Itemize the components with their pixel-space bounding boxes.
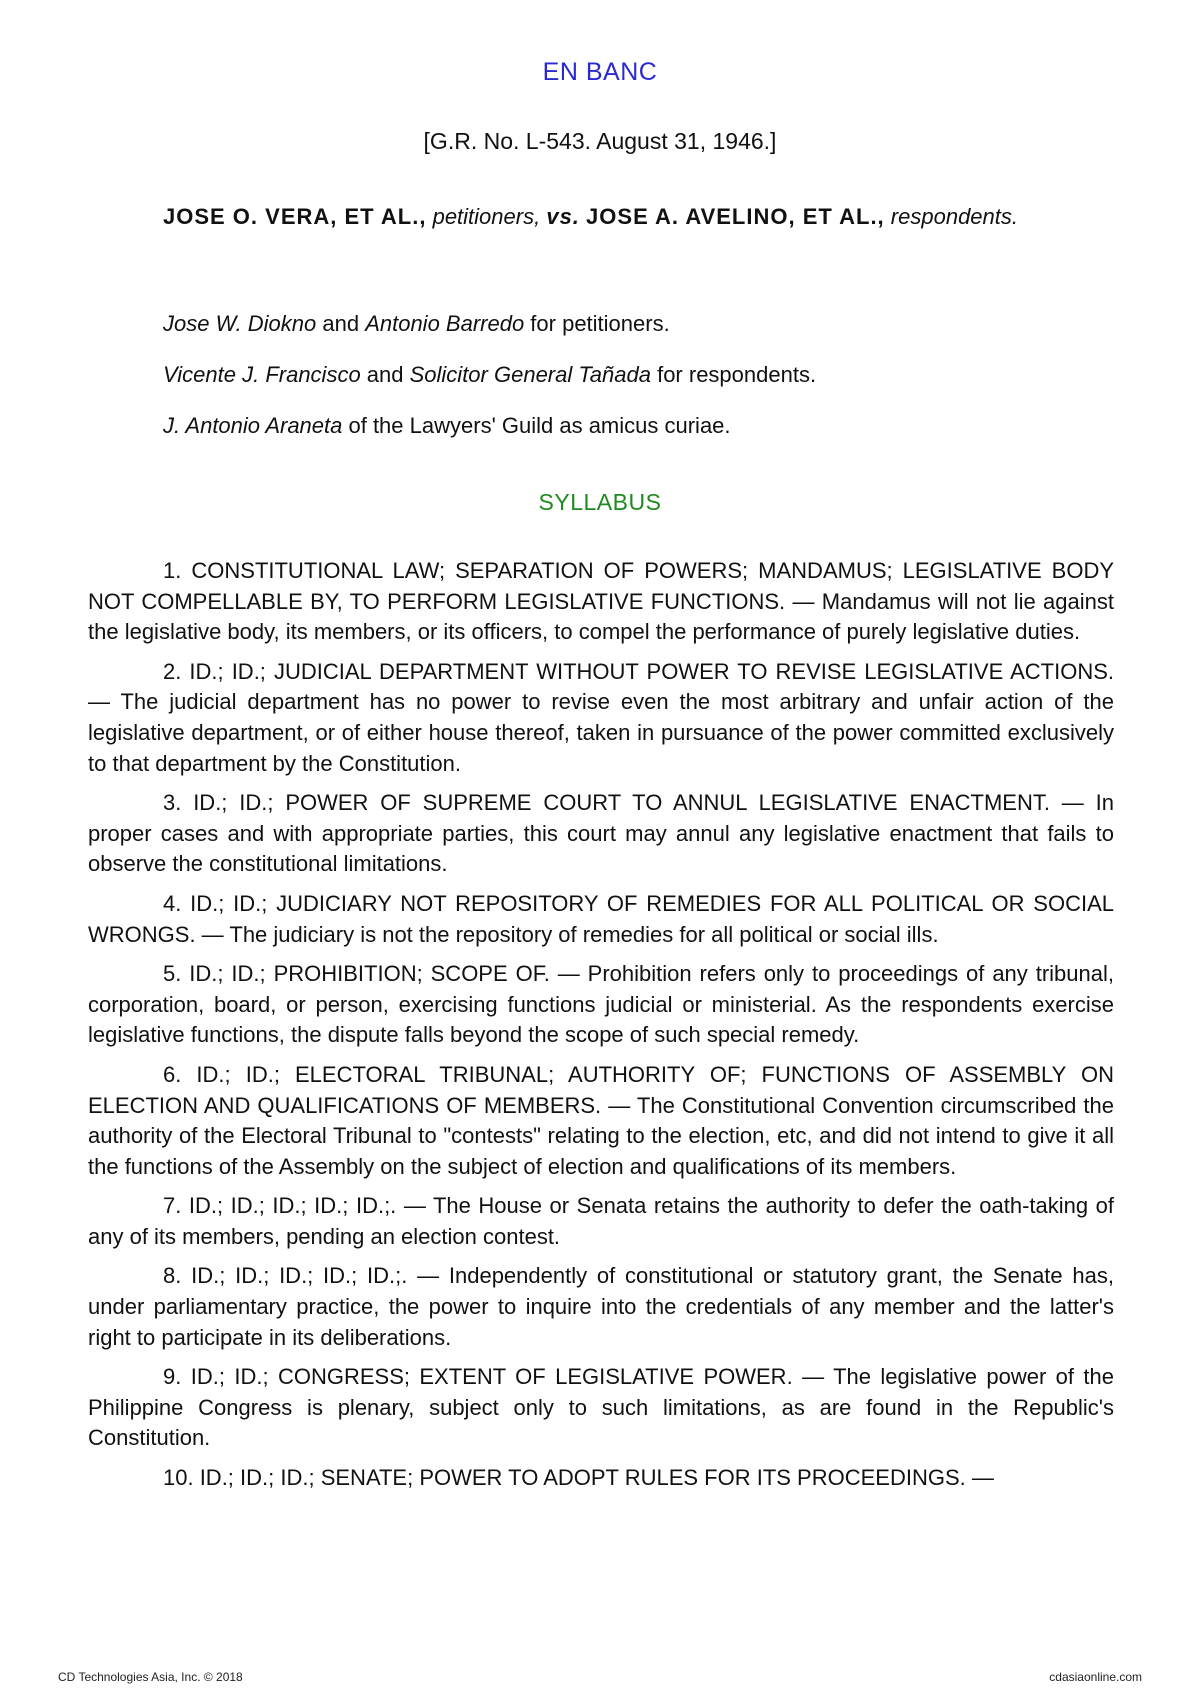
respondent-role: respondents. — [890, 204, 1018, 229]
counsel-name: Antonio Barredo — [365, 311, 525, 336]
counsel-name: Jose W. Diokno — [163, 311, 317, 336]
syllabus-item: 7. ID.; ID.; ID.; ID.; ID.;. — The House or Senata retains the authority to defer the oath-taking of any of its members, pending an election contest. — [88, 1193, 1114, 1249]
counsel-role: for respondents. — [650, 362, 817, 387]
respondent-name: JOSE A. AVELINO, ET AL., — [586, 204, 885, 229]
petitioner-role: petitioners, — [432, 204, 541, 229]
counsel-line-respondents — [163, 360, 816, 389]
syllabus-item: 9. ID.; ID.; CONGRESS; EXTENT OF LEGISLATIVE POWER. — The legislative power of the Philippine Congress is plenary, subject only to such limitations, as are found in the Republic's Constitution. — [88, 1364, 1114, 1451]
syllabus-item: 2. ID.; ID.; JUDICIAL DEPARTMENT WITHOUT POWER TO REVISE LEGISLATIVE ACTIONS. — The judicial department has no power to revise even the most arbitrary and unfair action of the legislative department, or of either house thereof, taken in pursuance of the power committed exclusively to that department by the Constitution. — [88, 658, 1114, 776]
court-division-heading: EN BANC — [542, 58, 658, 86]
case-parties — [163, 202, 1058, 231]
syllabus-heading: SYLLABUS — [538, 489, 662, 515]
syllabus-item: 3. ID.; ID.; POWER OF SUPREME COURT TO ANNUL LEGISLATIVE ENACTMENT. — In proper cases and with appropriate parties, this court may annul any legislative enactment that fails to observe the constitutional limitations. — [88, 790, 1114, 877]
syllabus-item: 8. ID.; ID.; ID.; ID.; ID.;. — Independently of constitutional or statutory grant, the Senate has, under parliamentary practice, the power to inquire into the credentials of any member and the latter's right to participate in its deliberations. — [88, 1263, 1114, 1350]
syllabus-body — [88, 556, 1114, 1503]
footer-website: cdasiaonline.com — [1049, 1670, 1142, 1684]
counsel-conjunction: and — [316, 311, 366, 336]
petitioner-name: JOSE O. VERA, ET AL., — [163, 204, 427, 229]
syllabus-item: 5. ID.; ID.; PROHIBITION; SCOPE OF. — Prohibition refers only to proceedings of any tribunal, corporation, board, or person, exercising functions judicial or ministerial. As the respondents exercise legislative functions, the dispute falls beyond the scope of such special remedy. — [88, 961, 1114, 1048]
versus-label: vs. — [546, 204, 580, 229]
syllabus-item: 10. ID.; ID.; ID.; SENATE; POWER TO ADOPT RULES FOR ITS PROCEEDINGS. — — [163, 1465, 994, 1491]
counsel-name: Vicente J. Francisco — [163, 362, 361, 387]
footer-copyright: CD Technologies Asia, Inc. © 2018 — [58, 1670, 243, 1684]
counsel-line-amicus — [163, 411, 731, 440]
counsel-name: Solicitor General Tañada — [409, 362, 651, 387]
counsel-conjunction: and — [360, 362, 410, 387]
syllabus-item: 4. ID.; ID.; JUDICIARY NOT REPOSITORY OF REMEDIES FOR ALL POLITICAL OR SOCIAL WRONGS. — The judiciary is not the repository of remedies for all political or social ills. — [88, 890, 1114, 947]
syllabus-item: 1. CONSTITUTIONAL LAW; SEPARATION OF POWERS; MANDAMUS; LEGISLATIVE BODY NOT COMPELLABLE BY, TO PERFORM LEGISLATIVE FUNCTIONS. — Mandamus will not lie against the legislative body, its members, or its officers, to compel the performance of purely legislative duties. — [88, 558, 1114, 645]
counsel-line-petitioners — [163, 309, 670, 338]
counsel-role: of the Lawyers' Guild as amicus curiae. — [342, 413, 731, 438]
counsel-name: J. Antonio Araneta — [163, 413, 343, 438]
case-number: [G.R. No. L-543. August 31, 1946.] — [423, 128, 777, 154]
syllabus-item: 6. ID.; ID.; ELECTORAL TRIBUNAL; AUTHORITY OF; FUNCTIONS OF ASSEMBLY ON ELECTION AND QUALIFICATIONS OF MEMBERS. — The Constitutional Convention circumscribed the authority of the Electoral Tribunal to "contests" relating to the election, etc, and did not intend to give it all the functions of the Assembly on the subject of election and qualifications of its members. — [88, 1061, 1114, 1179]
counsel-role: for petitioners. — [524, 311, 670, 336]
